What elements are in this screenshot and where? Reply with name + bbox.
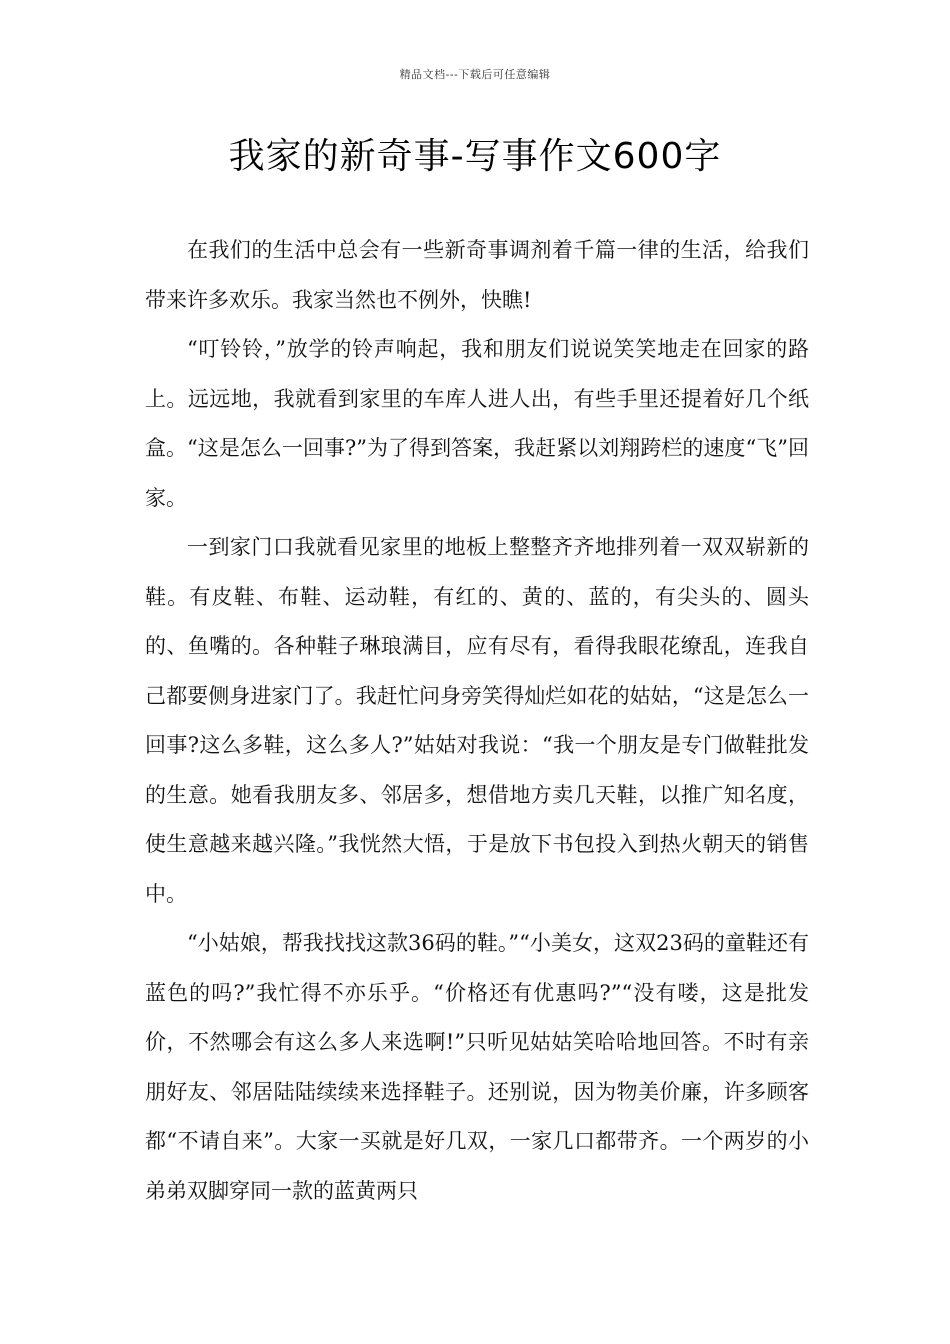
header-note: 精品文档---下载后可任意编辑 [399, 68, 551, 81]
document-title: 我家的新奇事-写事作文600字 [228, 136, 722, 177]
paragraph-3: 一到家门口我就看见家里的地板上整整齐齐地排列着一双双崭新的鞋。有皮鞋、布鞋、运动鞋，有红的、黄的、蓝的，有尖头的、圆头的、鱼嘴的。各种鞋子琳琅满目，应有尽有，看得我眼花缭乱，连我自己都要侧身进家门了。我赶忙问身旁笑得灿烂如花的姑姑，“这是怎么一回事?这么多鞋，这么多人?”姑姑对我说：“我一个朋友是专门做鞋批发的生意。她看我朋友多、邻居多，想借地方卖几天鞋，以推广知名度，使生意越来越兴隆。”我恍然大悟，于是放下书包投入到热火朝天的销售中。 [145, 535, 809, 906]
paragraph-4: “小姑娘，帮我找找这款36码的鞋。”“小美女，这双23码的童鞋还有蓝色的吗?”我忙得不亦乐乎。“价格还有优惠吗?”“没有喽，这是批发价，不然哪会有这么多人来选啊!”只听见姑姑笑哈哈地回答。不时有亲朋好友、邻居陆陆续续来选择鞋子。还别说，因为物美价廉，许多顾客都“不请自来”。大家一买就是好几双，一家几口都带齐。一个两岁的小弟弟双脚穿同一款的蓝黄两只 [145, 931, 809, 1203]
paragraph-1: 在我们的生活中总会有一些新奇事调剂着千篇一律的生活，给我们带来许多欢乐。我家当然也不例外，快瞧! [145, 238, 809, 312]
article-body [145, 226, 809, 1216]
paragraph-2: “叮铃铃，”放学的铃声响起，我和朋友们说说笑笑地走在回家的路上。远远地，我就看到家里的车库人进人出，有些手里还提着好几个纸盒。“这是怎么一回事?”为了得到答案，我赶紧以刘翔跨栏的速度“飞”回家。 [145, 337, 809, 510]
